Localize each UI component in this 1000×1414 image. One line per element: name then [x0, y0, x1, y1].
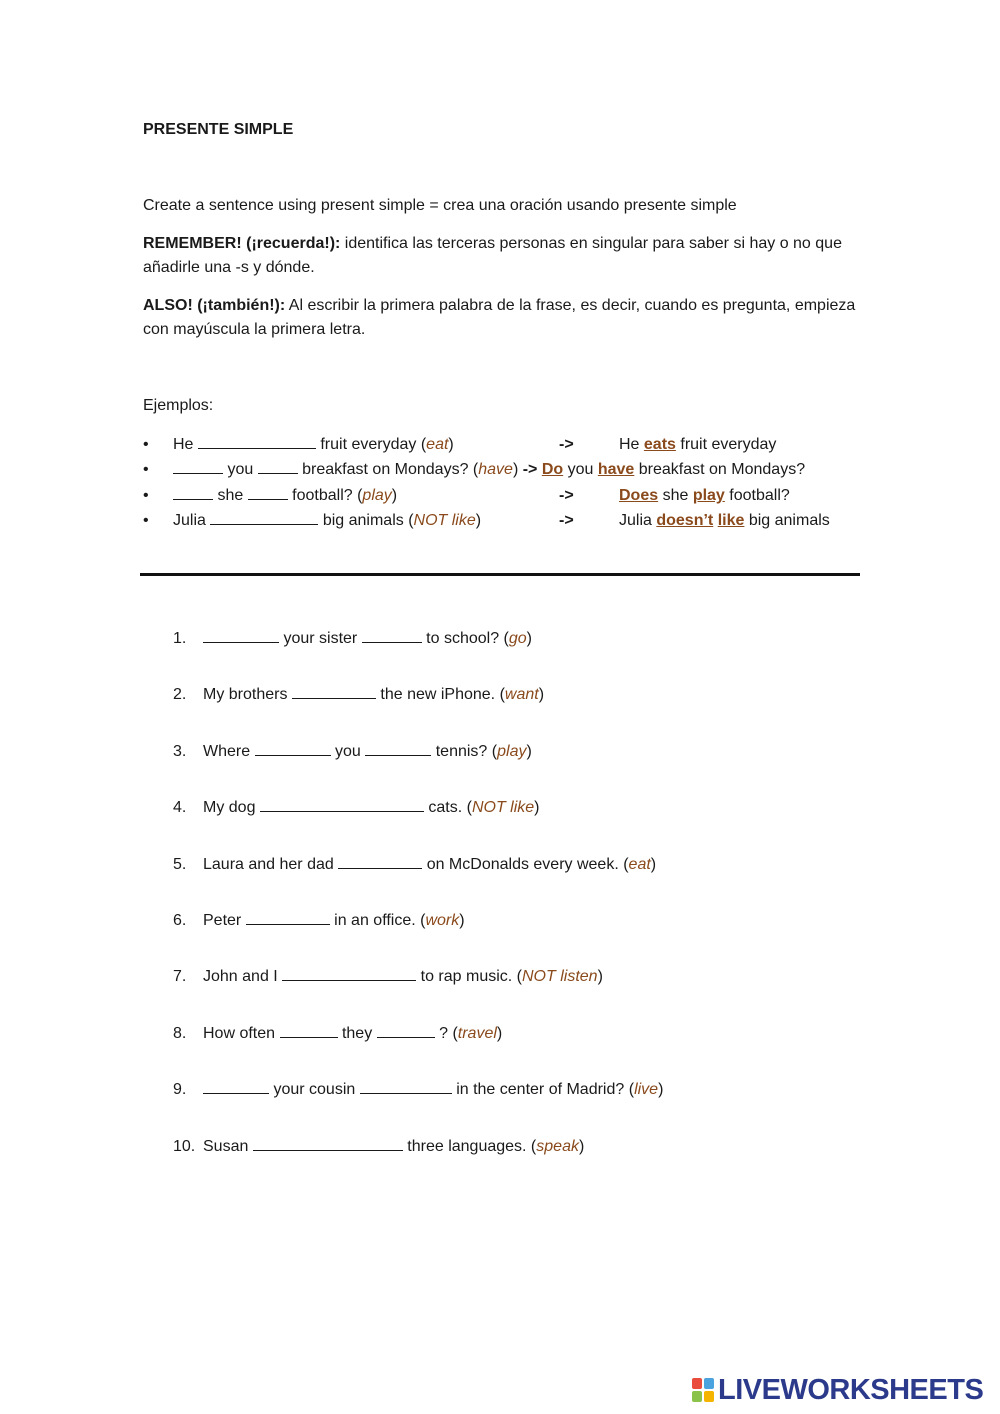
answer-blank[interactable]: [246, 910, 330, 925]
example-row: [143, 484, 863, 508]
example-prompt: He fruit everyday (eat): [173, 436, 454, 453]
verb-hint: NOT listen: [522, 968, 598, 985]
bullet: •: [143, 436, 149, 453]
answer-blank[interactable]: [260, 797, 424, 812]
bullet: •: [143, 487, 149, 504]
logo-blocks-icon: [692, 1378, 714, 1402]
page-title: PRESENTE SIMPLE: [143, 121, 294, 138]
example-prompt: she football? (play): [173, 484, 397, 508]
question-item: 3. Where you tennis? (play): [173, 740, 532, 764]
question-number: 3.: [173, 743, 187, 760]
question-item: 1. your sister to school? (go): [173, 627, 532, 651]
question-number: 6.: [173, 912, 187, 929]
bullet: •: [143, 461, 149, 478]
also-note: [143, 294, 861, 342]
arrow: ->: [559, 512, 574, 529]
answer-word: play: [692, 487, 725, 504]
answer-blank[interactable]: [365, 741, 431, 756]
answer-blank[interactable]: [203, 628, 279, 643]
verb-hint: live: [634, 1081, 659, 1098]
question-number: 10.: [173, 1138, 196, 1155]
answer-blank[interactable]: [255, 741, 331, 756]
example-row: [143, 458, 863, 482]
question-number: 8.: [173, 1025, 187, 1042]
intro-text: Create a sentence using present simple = crea una oración usando presente simple: [143, 197, 737, 214]
arrow: ->: [559, 487, 574, 504]
verb-hint: go: [508, 630, 527, 647]
answer-word: doesn’t: [656, 512, 714, 529]
remember-note: [143, 232, 861, 280]
example-answer: Does she play football?: [619, 487, 790, 504]
answer-blank[interactable]: [253, 1136, 403, 1151]
section-divider: [140, 573, 860, 576]
answer-blank[interactable]: [282, 966, 416, 981]
question-number: 5.: [173, 856, 187, 873]
example-answer: Julia doesn’t like big animals: [619, 512, 830, 529]
verb-hint: want: [504, 686, 539, 703]
also-text: Al escribir la primera palabra de la frase, es decir, cuando es pregunta, empieza con mayúscula la primera letra.: [143, 297, 856, 338]
question-number: 4.: [173, 799, 187, 816]
verb-hint: NOT like: [413, 512, 476, 529]
also-label: ALSO! (¡también!):: [143, 297, 286, 314]
example-row: [143, 433, 863, 457]
verb-hint: eat: [426, 436, 449, 453]
brand-name: LIVEWORKSHEETS: [718, 1373, 984, 1406]
question-item: 2. My brothers the new iPhone. (want): [173, 683, 544, 707]
answer-word: like: [717, 512, 745, 529]
verb-hint: work: [425, 912, 460, 929]
answer-blank[interactable]: [280, 1023, 338, 1038]
answer-blank[interactable]: [203, 1079, 269, 1094]
verb-hint: NOT like: [471, 799, 535, 816]
verb-hint: eat: [628, 856, 651, 873]
blank-line: [210, 510, 318, 525]
answer-word: Do: [541, 461, 564, 478]
example-row: [143, 509, 863, 533]
blank-line: [173, 459, 223, 474]
remember-text: identifica las terceras personas en singular para saber si hay o no que añadirle una -s y dónde.: [143, 235, 842, 276]
examples-label: Ejemplos:: [143, 397, 214, 414]
verb-hint: play: [362, 487, 392, 504]
example-answer: He eats fruit everyday: [619, 436, 777, 453]
question-item: 9. your cousin in the center of Madrid? (live): [173, 1078, 663, 1102]
example-prompt: Julia big animals (NOT like): [173, 512, 482, 529]
question-item: 5. Laura and her dad on McDonalds every week. (eat): [173, 853, 656, 877]
blank-line: [258, 459, 298, 474]
remember-label: REMEMBER! (¡recuerda!):: [143, 235, 341, 252]
answer-blank[interactable]: [338, 854, 422, 869]
question-item: 7. John and I to rap music. (NOT listen): [173, 965, 603, 989]
answer-word: have: [597, 461, 635, 478]
answer-blank[interactable]: [360, 1079, 452, 1094]
bullet: •: [143, 512, 149, 529]
question-number: 7.: [173, 968, 187, 985]
verb-hint: travel: [457, 1025, 497, 1042]
answer-blank[interactable]: [377, 1023, 435, 1038]
question-item: 10. Susan three languages. (speak): [173, 1135, 584, 1159]
verb-hint: play: [497, 743, 527, 760]
answer-word: Does: [619, 487, 659, 504]
example-prompt: you breakfast on Mondays? (have) -> Do you have breakfast on Mondays?: [173, 458, 805, 482]
blank-line: [173, 485, 213, 500]
liveworksheets-logo: [692, 1375, 983, 1405]
answer-word: eats: [643, 436, 676, 453]
answer-blank[interactable]: [292, 684, 376, 699]
question-item: 6. Peter in an office. (work): [173, 909, 465, 933]
verb-hint: have: [478, 461, 513, 478]
blank-line: [198, 434, 316, 449]
question-item: 8. How often they ? (travel): [173, 1022, 502, 1046]
arrow: ->: [559, 436, 574, 453]
arrow: ->: [518, 461, 542, 478]
verb-hint: speak: [536, 1138, 579, 1155]
blank-line: [248, 485, 288, 500]
question-number: 2.: [173, 686, 187, 703]
question-number: 9.: [173, 1081, 187, 1098]
answer-blank[interactable]: [362, 628, 422, 643]
question-item: 4. My dog cats. (NOT like): [173, 796, 540, 820]
question-number: 1.: [173, 630, 187, 647]
